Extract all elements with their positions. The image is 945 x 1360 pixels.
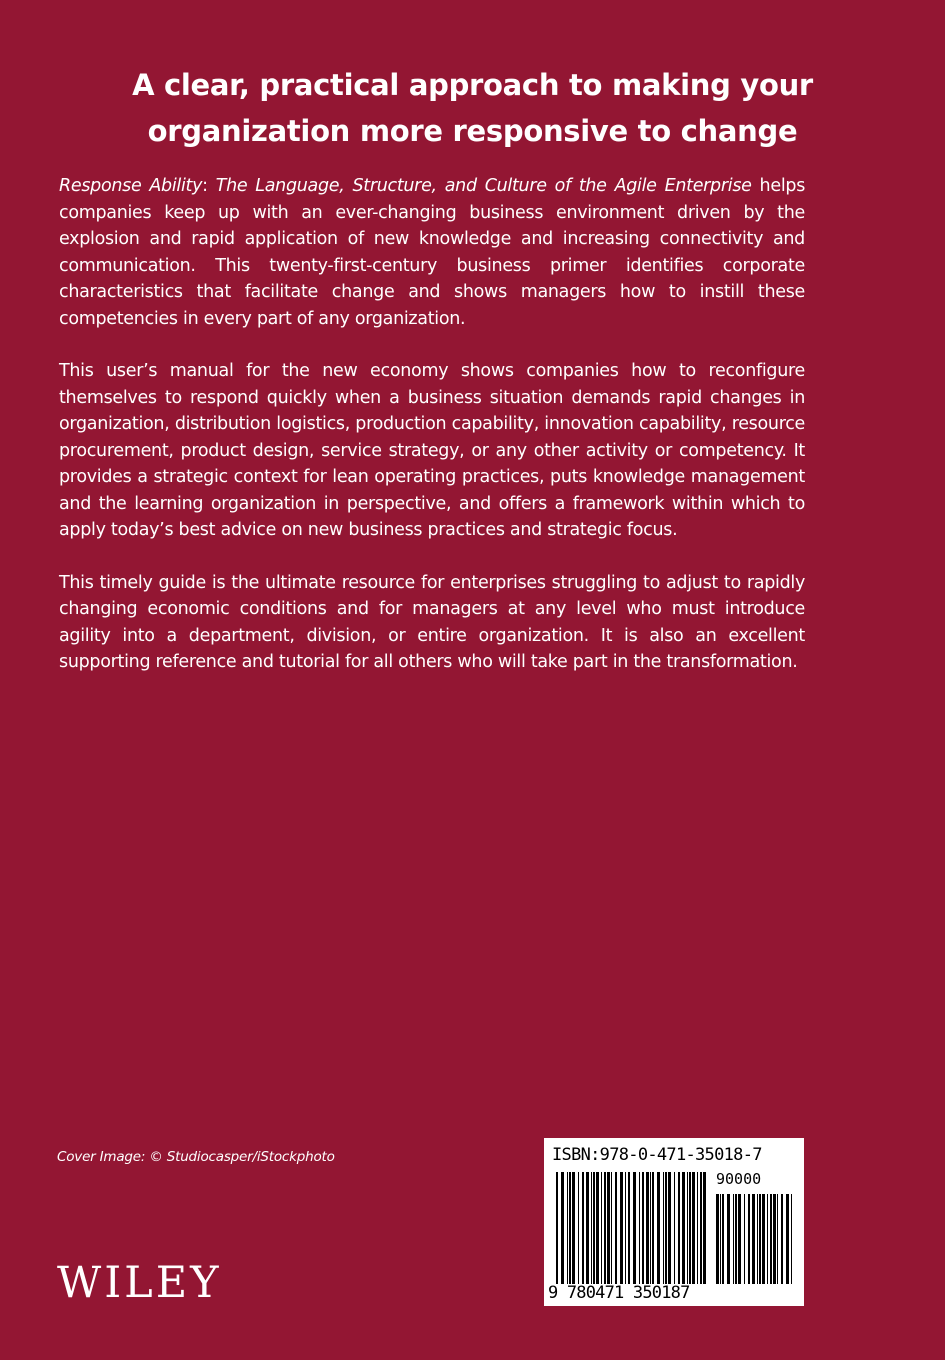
barcode-bar (657, 1172, 660, 1284)
headline (60, 62, 885, 154)
barcode-bar (692, 1172, 695, 1284)
price-code: 90000 (716, 1170, 762, 1188)
barcode-bar (582, 1172, 584, 1284)
barcode-bar (642, 1172, 644, 1284)
barcode-bar (744, 1194, 745, 1284)
barcode-bar (611, 1172, 612, 1284)
barcode-bar (678, 1172, 680, 1284)
barcode-bar (569, 1172, 571, 1284)
ean13-bars (556, 1172, 708, 1284)
barcode-bar (762, 1194, 765, 1284)
barcode-bar (716, 1194, 719, 1284)
barcode-bar (556, 1172, 558, 1284)
barcode-bar (727, 1194, 730, 1284)
title-separator: : (202, 176, 216, 196)
description-paragraph-1 (59, 173, 805, 332)
barcode-bar (620, 1172, 623, 1284)
headline-line-2: organization more responsive to change (147, 114, 798, 148)
barcode-bar (781, 1194, 783, 1284)
barcode-bar (665, 1172, 667, 1284)
barcode-bar (738, 1194, 741, 1284)
isbn-digits: 9 780471 350187 (548, 1283, 690, 1303)
barcode-bar (663, 1172, 664, 1284)
headline-line-1: A clear, practical approach to making your (132, 68, 813, 102)
barcode-bar (767, 1194, 768, 1284)
barcode-bar (604, 1172, 606, 1284)
barcode-bar (735, 1194, 737, 1284)
barcode-bar (578, 1172, 579, 1284)
book-subtitle: The Language, Structure, and Culture of the Agile Enterprise (215, 176, 752, 196)
book-title: Response Ability (59, 176, 203, 196)
description (59, 173, 805, 676)
ean5-addon-bars (716, 1194, 796, 1284)
barcode-bar (700, 1172, 702, 1284)
description-paragraph-3: This timely guide is the ultimate resource for enterprises struggling to adjust to rapidly changing economic conditions and for managers at any level who must introduce agility into a department, division, or entire organization. It is also an excellent supporting reference and tutorial for all others who will take part in the transformation. (59, 572, 805, 672)
barcode-bar (752, 1194, 755, 1284)
barcode-bar (567, 1172, 568, 1284)
barcode-bar (625, 1172, 626, 1284)
description-paragraph-2: This user’s manual for the new economy shows companies how to reconfigure themselves to respond quickly when a business situation demands rapid changes in organization, distribution logistics, production capability, innovation capability, resource procurement, product design, service strategy, or any other activity or competency. It provides a strategic context for lean operating practices, puts knowledge management and the learning organization in perspective, and offers a framework within which to apply today’s best advice on new business practices and strategic focus. (59, 361, 805, 540)
barcode-bar (561, 1172, 564, 1284)
barcode-bar (674, 1172, 675, 1284)
barcode-bar (733, 1194, 734, 1284)
isbn-label: ISBN:978-0-471-35018-7 (552, 1145, 762, 1165)
barcode-bar (720, 1194, 721, 1284)
barcode-bar (689, 1172, 691, 1284)
barcode-bar (633, 1172, 636, 1284)
barcode-bar (593, 1172, 595, 1284)
barcode-bar (591, 1172, 592, 1284)
barcode-bar (572, 1172, 575, 1284)
description-paragraph-1-text: helps companies keep up with an ever-changing business environment driven by the explosion and rapid application of new knowledge and increasing connectivity and communication. This twenty-first-century business primer identifies corporate characteristics that facilitate change and shows managers how to instill these competencies in every part of any organization. (59, 176, 806, 329)
barcode-bar (687, 1172, 688, 1284)
barcode-bar (791, 1194, 792, 1284)
barcode-bar (682, 1172, 685, 1284)
barcode-bar (652, 1172, 654, 1284)
barcode-bar (757, 1194, 758, 1284)
wiley-logo: WILEY (57, 1258, 222, 1308)
barcode-bar (607, 1172, 610, 1284)
isbn-barcode (544, 1138, 804, 1306)
barcode-bar (748, 1194, 750, 1284)
barcode-bar (759, 1194, 761, 1284)
cover-image-credit: Cover Image: © Studiocasper/iStockphoto (57, 1149, 335, 1165)
barcode-bar (615, 1172, 617, 1284)
barcode-bar (668, 1172, 671, 1284)
barcode-bar (777, 1194, 778, 1284)
barcode-bar (722, 1194, 724, 1284)
barcode-bar (628, 1172, 630, 1284)
barcode-bar (586, 1172, 589, 1284)
barcode-bar (601, 1172, 602, 1284)
barcode-bar (596, 1172, 599, 1284)
barcode-bar (770, 1194, 772, 1284)
barcode-bar (639, 1172, 640, 1284)
barcode-bar (773, 1194, 776, 1284)
barcode-bar (703, 1172, 706, 1284)
barcode-bar (646, 1172, 649, 1284)
barcode-bar (650, 1172, 651, 1284)
barcode-bar (786, 1194, 789, 1284)
barcode-bar (697, 1172, 698, 1284)
